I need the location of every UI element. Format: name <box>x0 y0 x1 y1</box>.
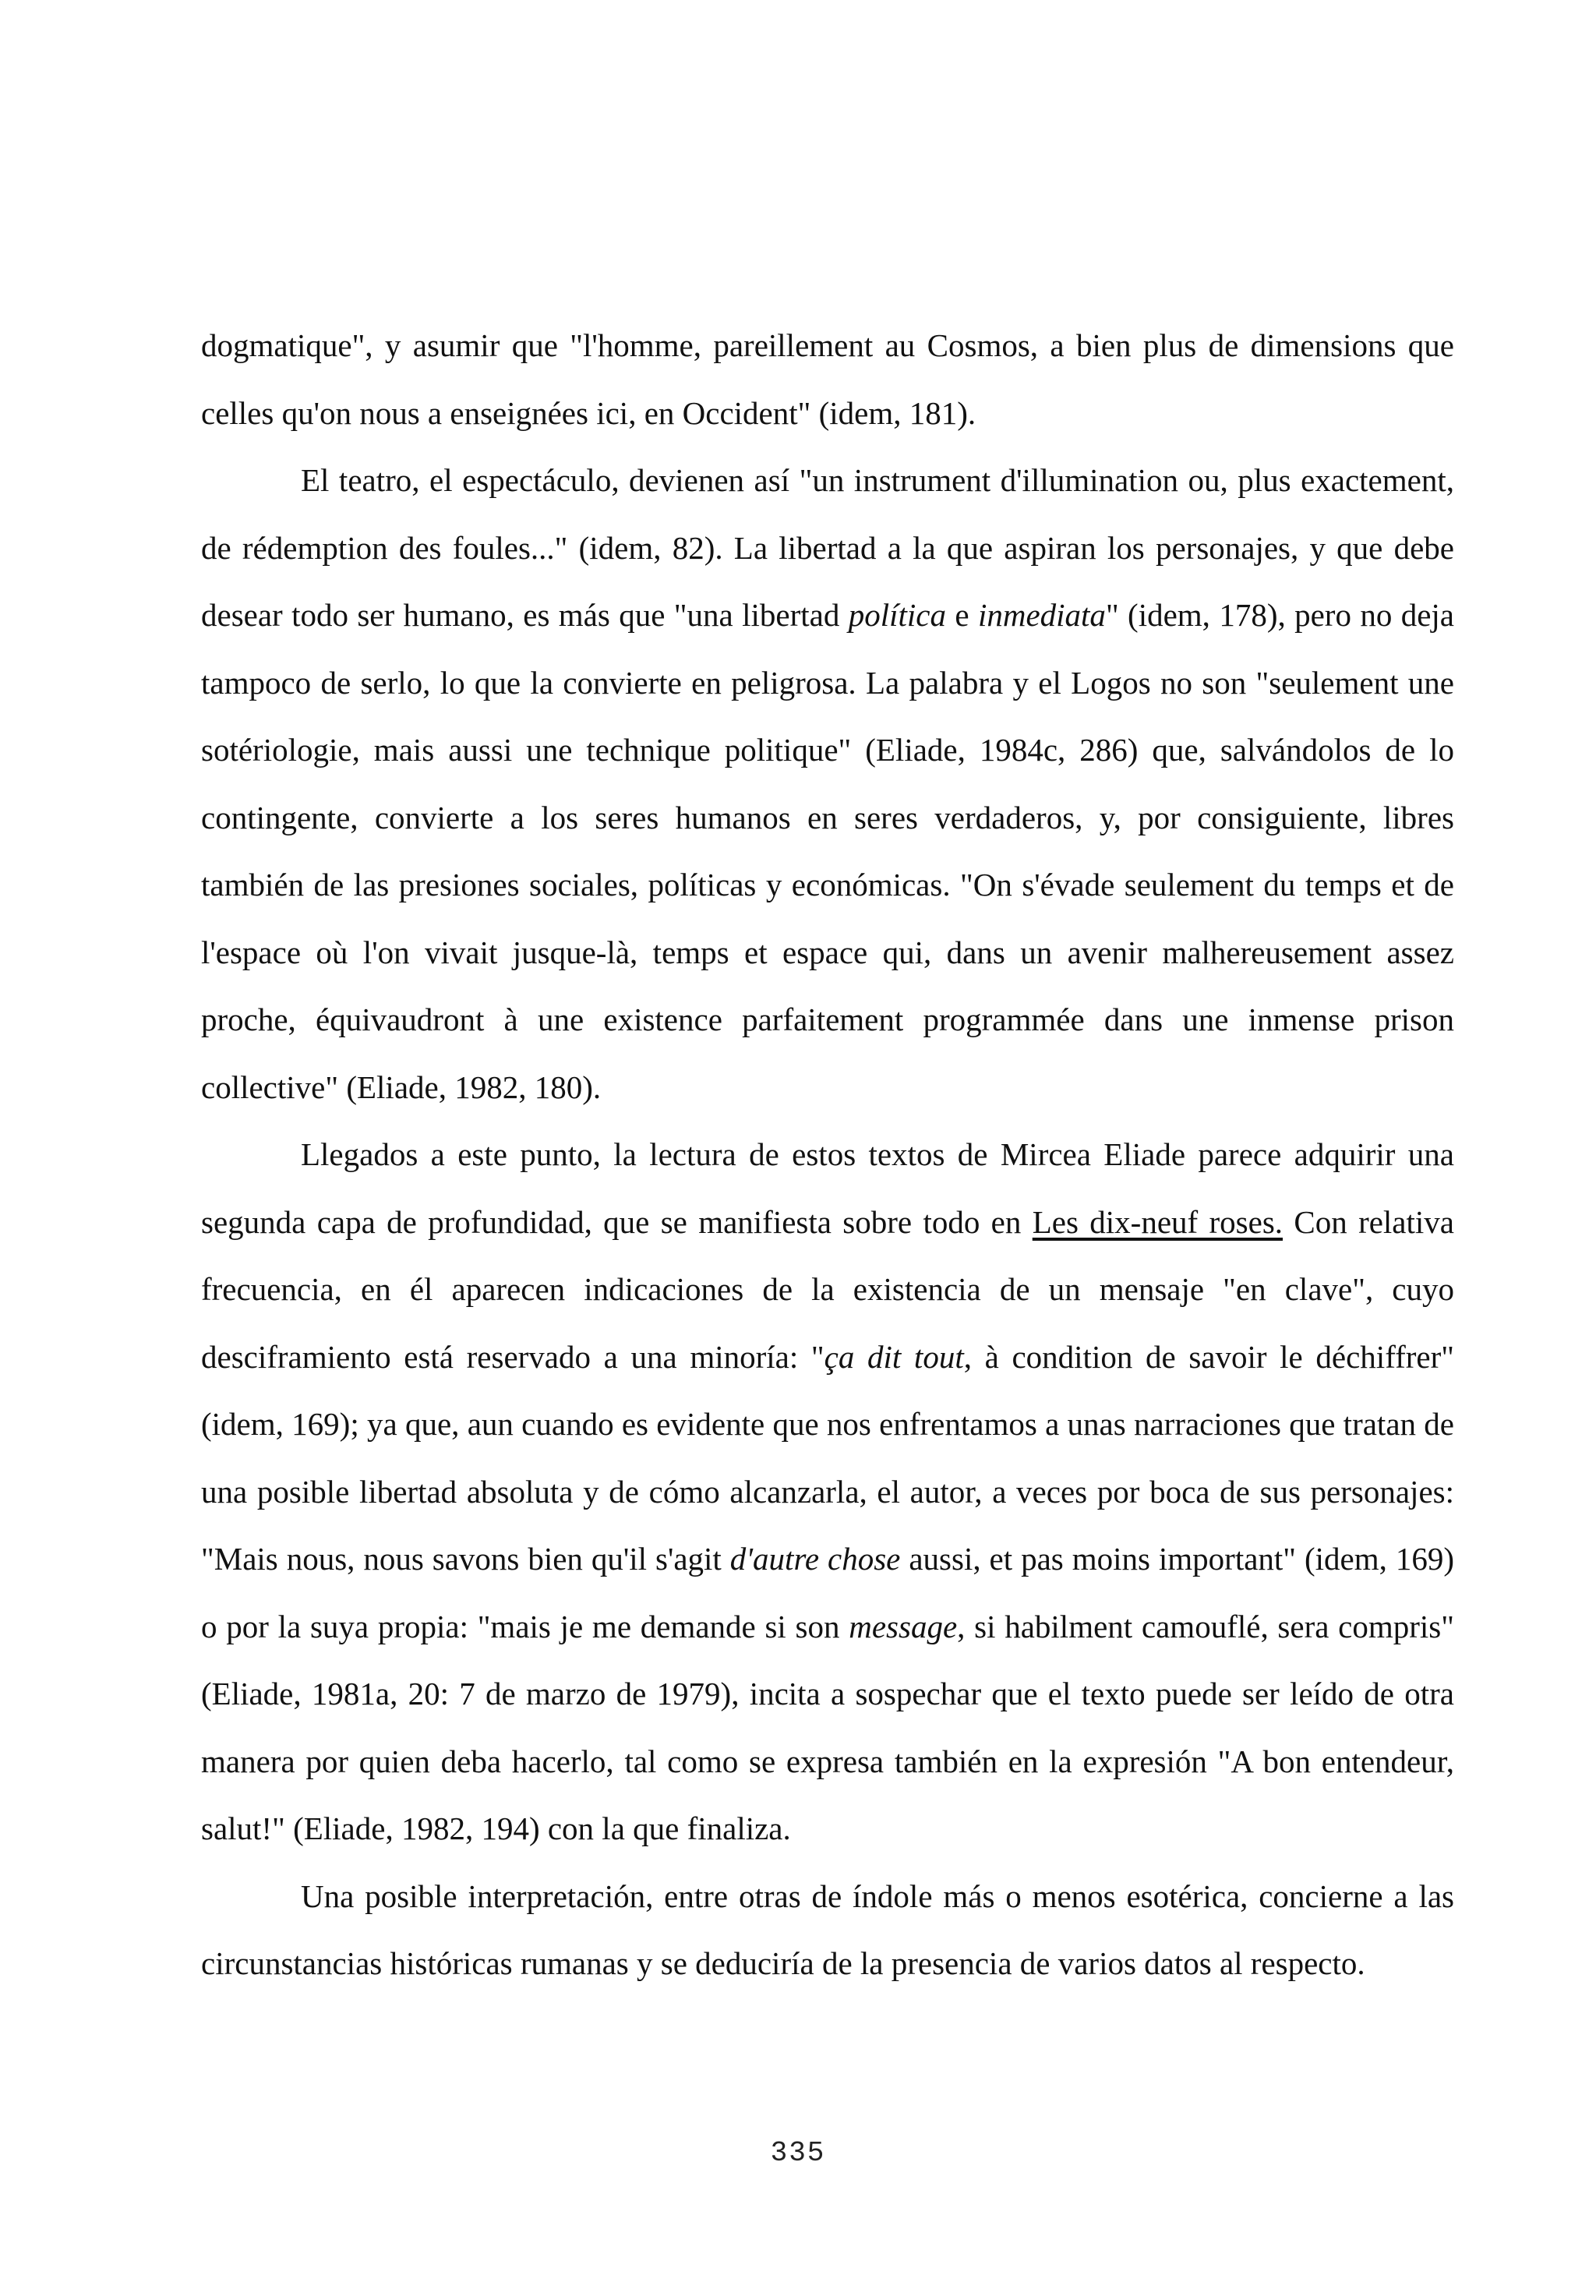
text-run: , à condition de savoir le déchiffrer" (idem, 169); ya que, aun cuando es evidente que nos enfrentamos a unas narraciones que tratan de una posible libertad absoluta y de cómo alcanzarla, el autor, a veces por boca de sus personajes: "Mais nous, nous savons bien qu'il s'agit <box>201 1338 1454 1577</box>
underlined-title: Les dix-neuf roses. <box>1032 1203 1284 1240</box>
italic-text: inmediata <box>977 597 1106 633</box>
text-run: aussi, et pas moins important" (idem, 169) o por la suya propia: "mais je me demande si son <box>201 1541 1454 1644</box>
text-run: " (idem, 178), pero no deja tampoco de serlo, lo que la convierte en peligrosa. La palabra y el Logos no son "seulement une sotériologie, mais aussi une technique politique" (Eliade, 1984c, 286) que, salvándolos de lo contingente, convierte a los seres humanos en seres verdaderos, y, por consiguiente, libres también de las presiones sociales, políticas y económicas. "On s'évade seulement du temps et de l'espace où l'on vivait jusque-là, temps et espace qui, dans un avenir malhereusement assez proche, équivaudront à une existence parfaitement programmée dans une inmense prison collective" (Eliade, 1982, 180). <box>201 597 1454 1105</box>
italic-text: política <box>848 597 946 633</box>
italic-text: message <box>849 1608 958 1644</box>
text-run: Una posible interpretación, entre otras de índole más o menos esotérica, concierne a las circunstancias históricas rumanas y se deduciría de la presencia de varios datos al respecto. <box>201 1877 1454 1981</box>
paragraph-p3 <box>201 1121 1454 1863</box>
paragraph-p4 <box>201 1863 1454 1998</box>
text-run: Llegados a este punto, la lectura de estos textos de Mircea Eliade parece adquirir una segunda capa de profundidad, que se manifiesta sobre todo en <box>201 1136 1454 1240</box>
italic-text: ça dit tout <box>824 1338 964 1375</box>
text-run: dogmatique", y asumir que "l'homme, pareillement au Cosmos, a bien plus de dimensions que celles qu'on nous a enseignées ici, en Occident" (idem, 181). <box>201 327 1454 431</box>
paragraph-p2 <box>201 447 1454 1121</box>
italic-text: d'autre chose <box>729 1541 901 1577</box>
body-text <box>201 312 1454 1998</box>
page-number: 335 <box>770 2137 826 2169</box>
text-run: , si habilment camouflé, sera compris" (Eliade, 1981a, 20: 7 de marzo de 1979), incita a sospechar que el texto puede ser leído de otra manera por quien deba hacerlo, tal como se expresa también en la expresión "A bon entendeur, salut!" (Eliade, 1982, 194) con la que finaliza. <box>201 1608 1454 1846</box>
text-run: e <box>945 597 978 633</box>
text-run: Con relativa frecuencia, en él aparecen indicaciones de la existencia de un mensaje "en clave", cuyo desciframiento está reservado a una minoría: " <box>201 1203 1454 1375</box>
paragraph-p1 <box>201 312 1454 447</box>
text-run: El teatro, el espectáculo, devienen así "un instrument d'illumination ou, plus exactement, de rédemption des foules..." (idem, 82). La libertad a la que aspiran los personajes, y que debe desear todo ser humano, es más que "una libertad <box>201 462 1454 633</box>
